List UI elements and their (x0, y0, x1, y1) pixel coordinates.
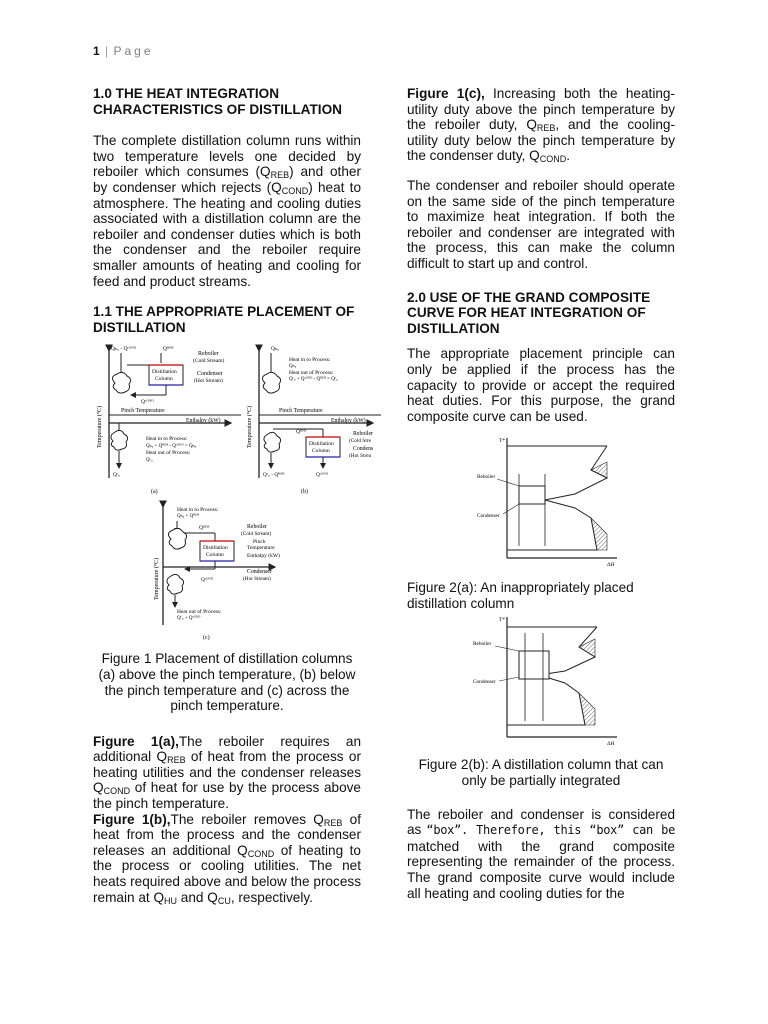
paragraph-box-matching: The reboiler and condenser is considered as “box”. Therefore, this “box” can be matched with the grand composite representing the remainder of the process. The grand composite curve would include all heating and cooling duties for the (407, 806, 675, 901)
svg-text:Qₕᵤ: Qₕᵤ (289, 364, 297, 370)
svg-text:(Cold Stream): (Cold Stream) (241, 531, 272, 538)
svg-text:ΔH: ΔH (607, 562, 615, 569)
svg-text:(Cold Stre: (Cold Stre (349, 438, 371, 445)
svg-text:Condens: Condens (353, 446, 374, 453)
svg-text:Qₕᵤ + Qᴿᴱᴮ - Qᶜᴼᴺᴰ = Qₕᵤ: Qₕᵤ + Qᴿᴱᴮ - Qᶜᴼᴺᴰ = Qₕᵤ (146, 444, 197, 450)
paragraph-figure-1a: Figure 1(a),The reboiler requires an additional $Q_{REB}$ of heat from the process or heating utilities and the condenser releases $Q_{COND}$ of heat for use by the process above the pinch temperature. (93, 733, 362, 812)
svg-text:Condenser: Condenser (473, 679, 496, 686)
svg-text:Reboiler: Reboiler (198, 351, 219, 358)
svg-text:Heat out of Process:: Heat out of Process: (146, 450, 191, 457)
svg-text:Condenser: Condenser (477, 513, 500, 520)
svg-text:T*: T* (499, 617, 506, 624)
svg-text:(Hot Stream): (Hot Stream) (194, 378, 223, 385)
svg-text:Qᴿᴱᴮ: Qᴿᴱᴮ (296, 429, 307, 436)
figure-1a-process-blob-bottom (111, 431, 128, 451)
svg-text:Qₕᵤ + Qᴿᴱᴮ: Qₕᵤ + Qᴿᴱᴮ (177, 514, 200, 520)
svg-text:Column: Column (206, 552, 224, 559)
figure-2a-hatched-pocket (591, 518, 607, 550)
svg-text:Condenser: Condenser (247, 569, 272, 576)
figure-1a-qtop: Qₕᵤ - Qᶜᴼᴺᴰ (111, 346, 137, 353)
figure-2a-grand-composite (467, 434, 647, 574)
right-column (407, 86, 675, 916)
figure-1a-column-box (149, 365, 183, 385)
svg-text:Qᶜᵤ + Qᶜᴼᴺᴰ - Qᴿᴱᴮ = Qᶜᵤ: Qᶜᵤ + Qᶜᴼᴺᴰ - Qᴿᴱᴮ = Qᶜᵤ (289, 377, 338, 383)
section-heading-1-0: 1.0 THE HEAT INTEGRATION CHARACTERISTICS OF DISTILLATION (93, 86, 342, 117)
section-heading-2-0: 2.0 USE OF THE GRAND COMPOSITE CURVE FOR HEAT INTEGRATION OF DISTILLATION (407, 289, 651, 336)
figure-1-caption: Figure 1 Placement of distillation columns (a) above the pinch temperature, (b) below the pinch temperature and (c) across the pinch temperature. (98, 651, 356, 714)
svg-text:Qₕᵤ: Qₕᵤ (271, 346, 279, 353)
svg-text:Heat in to Process:: Heat in to Process: (289, 357, 331, 364)
svg-text:(c): (c) (203, 635, 210, 642)
svg-text:Reboiler: Reboiler (473, 641, 492, 648)
svg-text:(Cold Stream): (Cold Stream) (193, 358, 225, 365)
svg-text:Distillation: Distillation (203, 545, 228, 552)
svg-text:Heat out of Process:: Heat out of Process: (289, 370, 334, 377)
svg-text:(a): (a) (151, 489, 158, 496)
figure-1b-panel (246, 346, 381, 495)
svg-text:Temperature: Temperature (247, 545, 275, 552)
figure-2b-caption: Figure 2(b): A distillation column that can only be partially integrated (418, 757, 664, 789)
figure-2a-column-box (519, 486, 545, 504)
svg-text:Pinch Temperature: Pinch Temperature (121, 408, 165, 415)
figure-1a-process-blob-top (112, 373, 130, 394)
svg-text:Pinch: Pinch (253, 539, 266, 546)
svg-text:Distillation: Distillation (152, 369, 177, 376)
svg-text:Column: Column (155, 376, 173, 383)
svg-text:(Hot Strea: (Hot Strea (349, 453, 371, 460)
figure-2b-column-box (519, 651, 549, 679)
header-separator: | (105, 44, 109, 58)
paragraph-same-side: The condenser and reboiler should operate on the same side of the pinch temperature to maximize heat integration. If both the reboiler and condenser are integrated with the process, this can make the column difficult to start up and control. (407, 177, 675, 271)
paragraph-figure-1b: Figure 1(b),The reboiler removes $Q_{REB}$ of heat from the process and the condenser releases an additional $Q_{COND}$ of heating to the process or cooling utilities. The net heats required above and below the process remain at $Q_{HU}$ and $Q_{CU}$, respectively. (93, 811, 361, 906)
svg-text:(b): (b) (301, 489, 308, 496)
page-header (93, 44, 154, 60)
svg-text:Condenser: Condenser (197, 371, 223, 378)
svg-text:Qᶜᴼᴺᴰ: Qᶜᴼᴺᴰ (141, 399, 154, 406)
figure-1b-process-blob-bottom (264, 433, 281, 453)
svg-text:Heat out of Process:: Heat out of Process: (177, 609, 222, 616)
figure-1c-process-blob-top (168, 529, 186, 550)
figure-1c-diagram (155, 505, 305, 645)
figure-2b-grand-composite (467, 613, 647, 749)
svg-text:ΔH: ΔH (607, 741, 615, 748)
svg-text:Qᶜᵤ + Qᶜᴼᴺᴰ: Qᶜᵤ + Qᶜᴼᴺᴰ (177, 616, 201, 622)
page-number: 1 (93, 44, 100, 58)
svg-text:Enthalpy (kW): Enthalpy (kW) (331, 418, 366, 425)
svg-text:Temperature (°C): Temperature (°C) (247, 406, 253, 449)
svg-text:Reboiler: Reboiler (353, 431, 373, 438)
svg-text:Enthalpy (kW): Enthalpy (kW) (186, 418, 221, 425)
svg-text:Pinch Temperature: Pinch Temperature (279, 408, 323, 415)
figure-1c-column-box (200, 541, 234, 561)
svg-text:Qᶜᵤ: Qᶜᵤ (113, 472, 121, 479)
figure-1a-y-label: Temperature (°C) (97, 406, 103, 449)
svg-text:Temperature (°C): Temperature (°C) (154, 558, 160, 601)
svg-text:T*: T* (499, 438, 506, 445)
figure-1b-process-blob-top (262, 373, 280, 394)
left-column (93, 86, 374, 920)
section-heading-1-1: 1.1 THE APPROPRIATE PLACEMENT OF DISTILLATION (93, 304, 355, 335)
svg-text:Reboiler: Reboiler (477, 474, 496, 481)
svg-text:Qᴿᴱᴮ: Qᴿᴱᴮ (199, 525, 210, 532)
svg-text:Qᶜᵤ - Qᴿᴱᴮ: Qᶜᵤ - Qᴿᴱᴮ (263, 472, 285, 479)
svg-text:(Hot Stream): (Hot Stream) (243, 576, 271, 583)
paragraph-placement-principle: The appropriate placement principle can only be applied if the process has the capacity to provide or accept the required heat duties. For this purpose, the grand composite curve can be used. (407, 346, 675, 424)
figure-1b-column-box (306, 437, 340, 457)
figure-1c-process-blob-bottom (167, 575, 184, 595)
svg-text:Reboiler: Reboiler (247, 524, 267, 531)
svg-text:Qᶜᵤ: Qᶜᵤ (146, 458, 153, 464)
svg-text:Column: Column (312, 448, 330, 455)
svg-text:Qᶜᴼᴺᴰ: Qᶜᴼᴺᴰ (316, 472, 329, 479)
figure-2a-caption: Figure 2(a): An inappropriately placed distillation column (407, 580, 634, 611)
svg-text:Enthalpy (kW): Enthalpy (kW) (247, 553, 280, 560)
figure-1a-qreb: Qᴿᴱᴮ (163, 346, 174, 353)
svg-text:Heat in to Process:: Heat in to Process: (177, 507, 219, 514)
svg-text:Distillation: Distillation (309, 441, 334, 448)
figure-2b-hatched-pocket (579, 693, 595, 725)
svg-text:Heat in to Process:: Heat in to Process: (146, 436, 188, 443)
svg-text:Qᶜᴼᴺᴰ: Qᶜᴼᴺᴰ (201, 577, 214, 584)
figure-1-ab-diagram (91, 343, 381, 503)
page-word: Page (113, 44, 154, 58)
paragraph-figure-1c: Figure 1(c), Increasing both the heating-utility duty above the pinch temperature by the reboiler duty, $Q_{REB}$, and the cooling-utility duty below the pinch temperature by the condenser duty, $Q_{COND}$. (407, 86, 675, 165)
figure-1a-panel (96, 346, 241, 495)
paragraph-intro: The complete distillation column runs within two temperature levels one decided by reboiler which consumes $(Q_{REB})$ and other by condenser which rejects $(Q_{COND})$ heat to atmosphere. The heating and cooling duties associated with a distillation column are the reboiler and condenser duties which is both the condenser and the reboiler require smaller amounts of heating and cooling for feed and product streams. (93, 133, 362, 289)
